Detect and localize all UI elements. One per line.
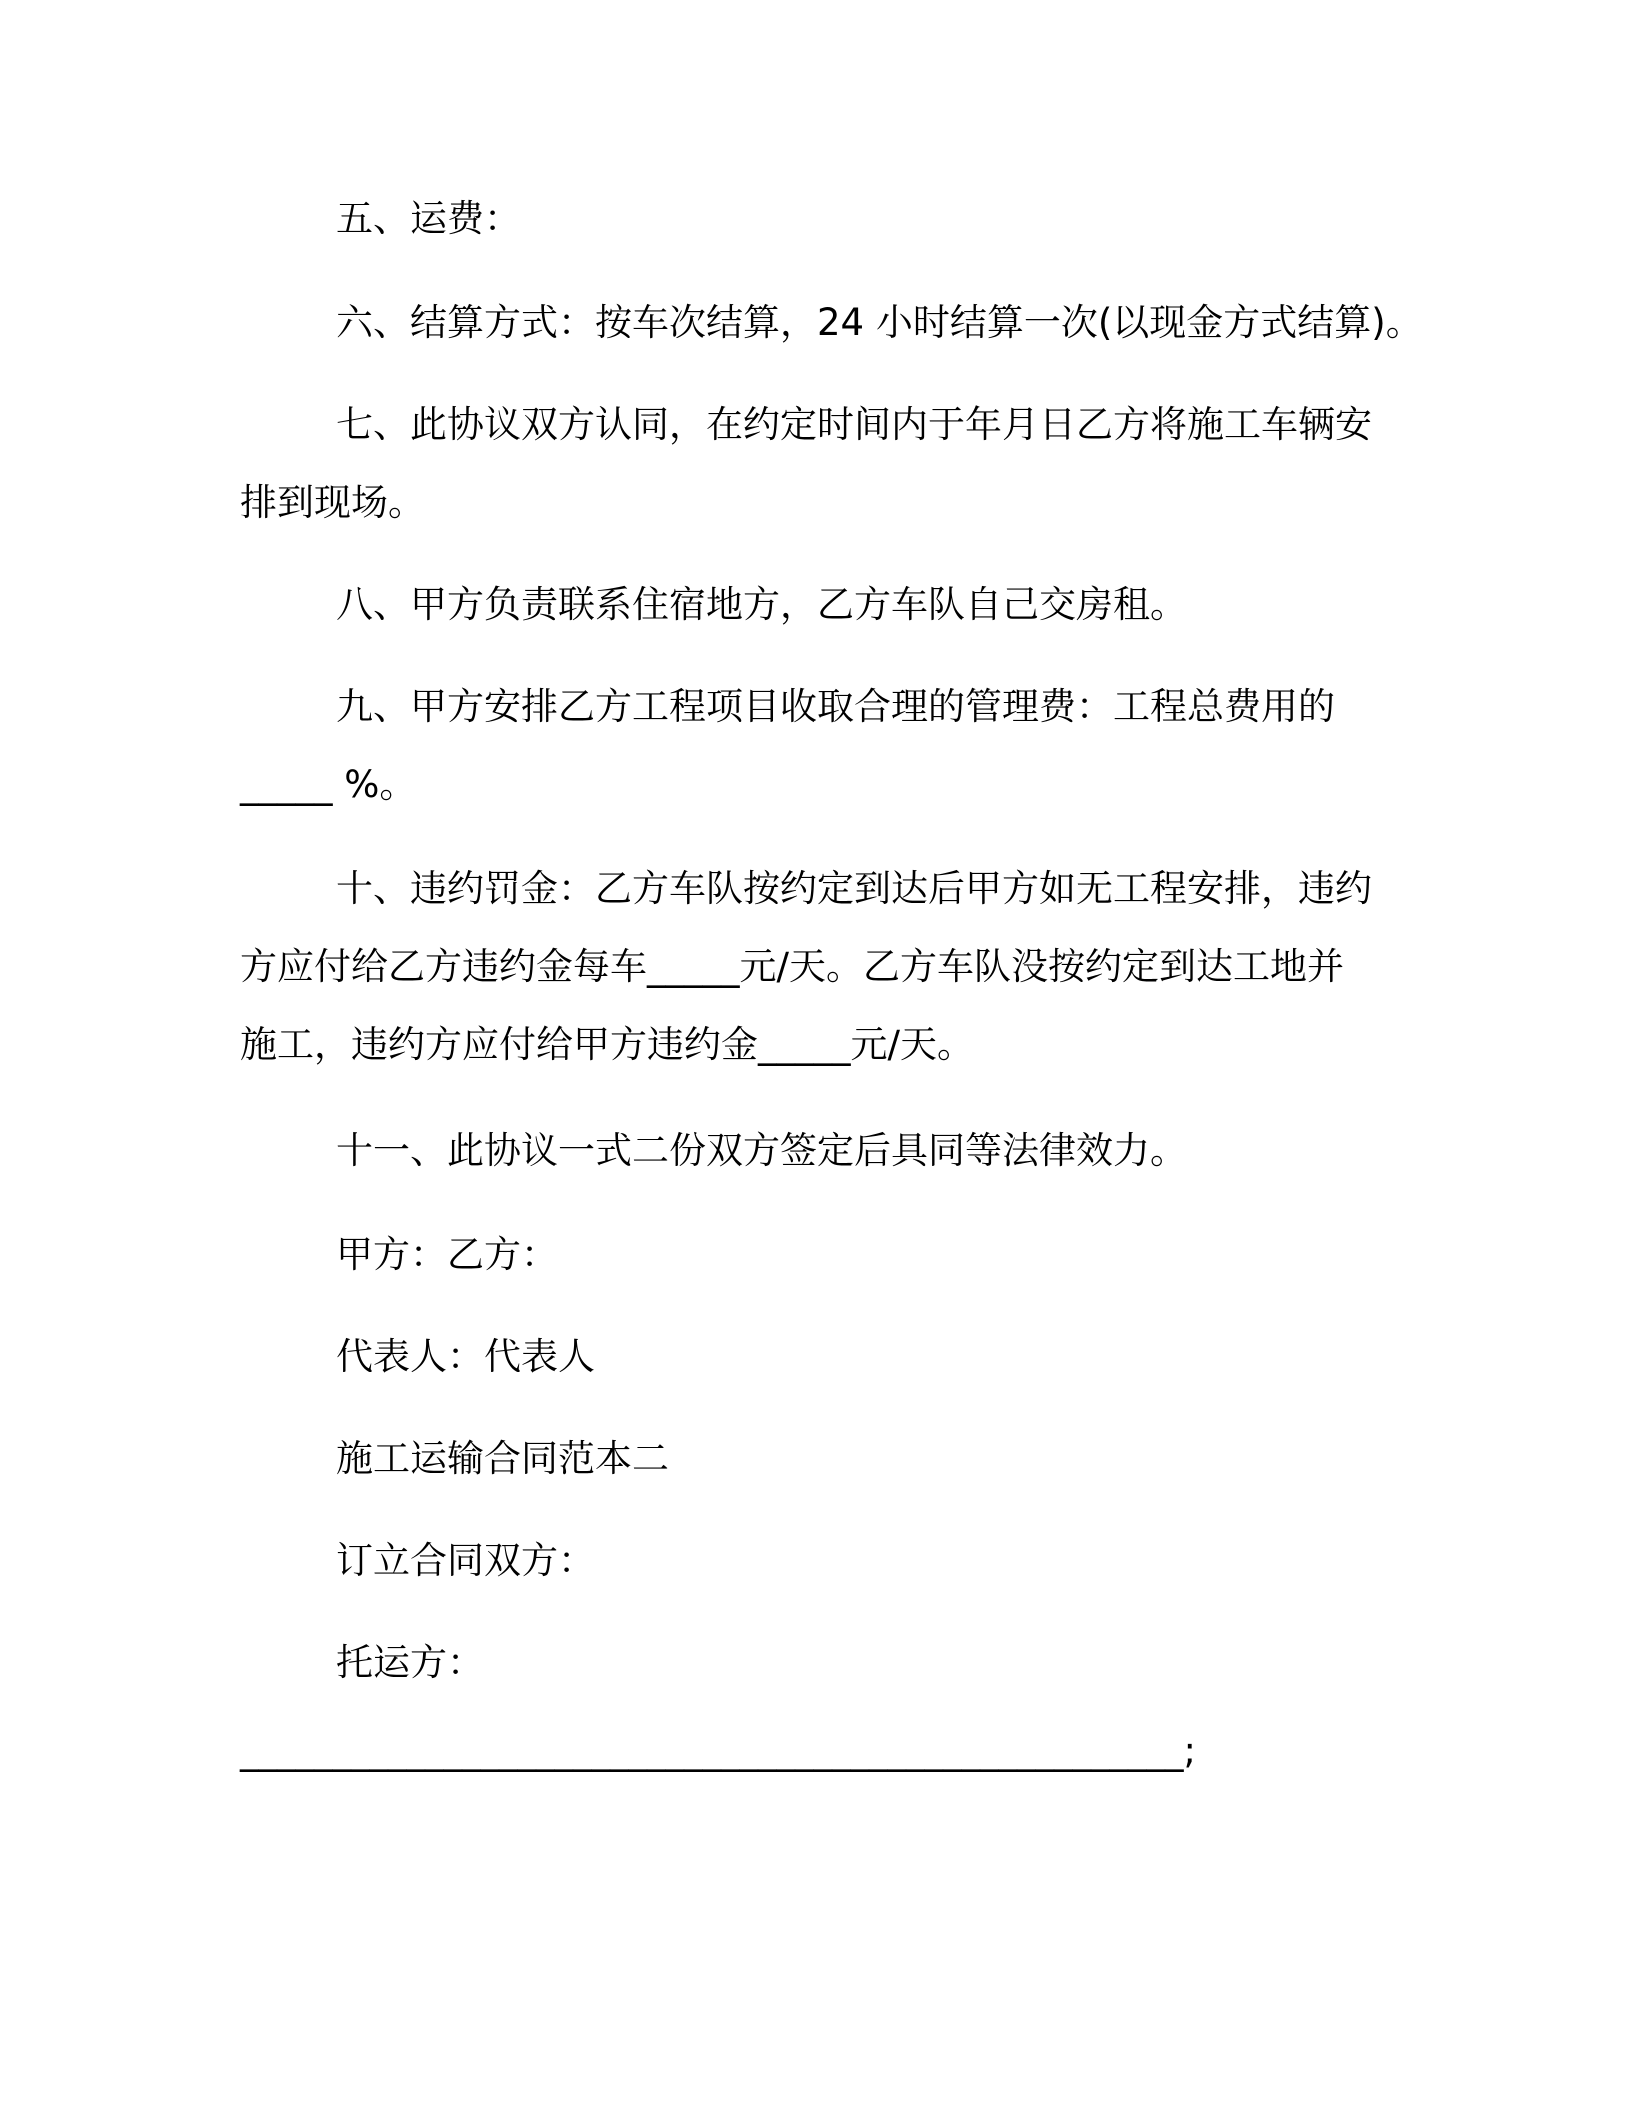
clause-10-line-2: 方应付给乙方违约金每车_____元/天。乙方车队没按约定到达工地并 [240, 945, 1344, 988]
signature-parties: 甲方：乙方： [336, 1233, 558, 1276]
contract-parties-label: 订立合同双方： [336, 1539, 595, 1582]
clause-11: 十一、此协议一式二份双方签定后具同等法律效力。 [336, 1129, 1187, 1172]
shipper-label: 托运方： [336, 1641, 484, 1684]
clause-7 [240, 386, 1420, 542]
clause-8: 八、甲方负责联系住宿地方，乙方车队自己交房租。 [336, 583, 1187, 626]
template-title: 施工运输合同范本二 [336, 1437, 669, 1480]
clause-10-line-3: 施工，违约方应付给甲方违约金_____元/天。 [240, 1023, 974, 1066]
clause-10 [240, 850, 1420, 1084]
clause-6: 六、结算方式：按车次结算，24 小时结算一次(以现金方式结算)。 [336, 301, 1423, 344]
signature-representatives: 代表人：代表人 [336, 1335, 595, 1378]
clause-10-line-1: 十、违约罚金：乙方车队按约定到达后甲方如无工程安排，违约 [336, 867, 1372, 910]
clause-5: 五、运费： [336, 197, 521, 240]
clause-7-line-2: 排到现场。 [240, 481, 425, 524]
clause-9 [240, 668, 1420, 824]
clause-7-line-1: 七、此协议双方认同，在约定时间内于年月日乙方将施工车辆安 [336, 403, 1372, 446]
shipper-blank-line: ___________________________________________________; [240, 1729, 1196, 1772]
clause-9-line-1: 九、甲方安排乙方工程项目收取合理的管理费：工程总费用的 [336, 685, 1335, 728]
clause-9-line-2: _____ %。 [240, 763, 417, 806]
